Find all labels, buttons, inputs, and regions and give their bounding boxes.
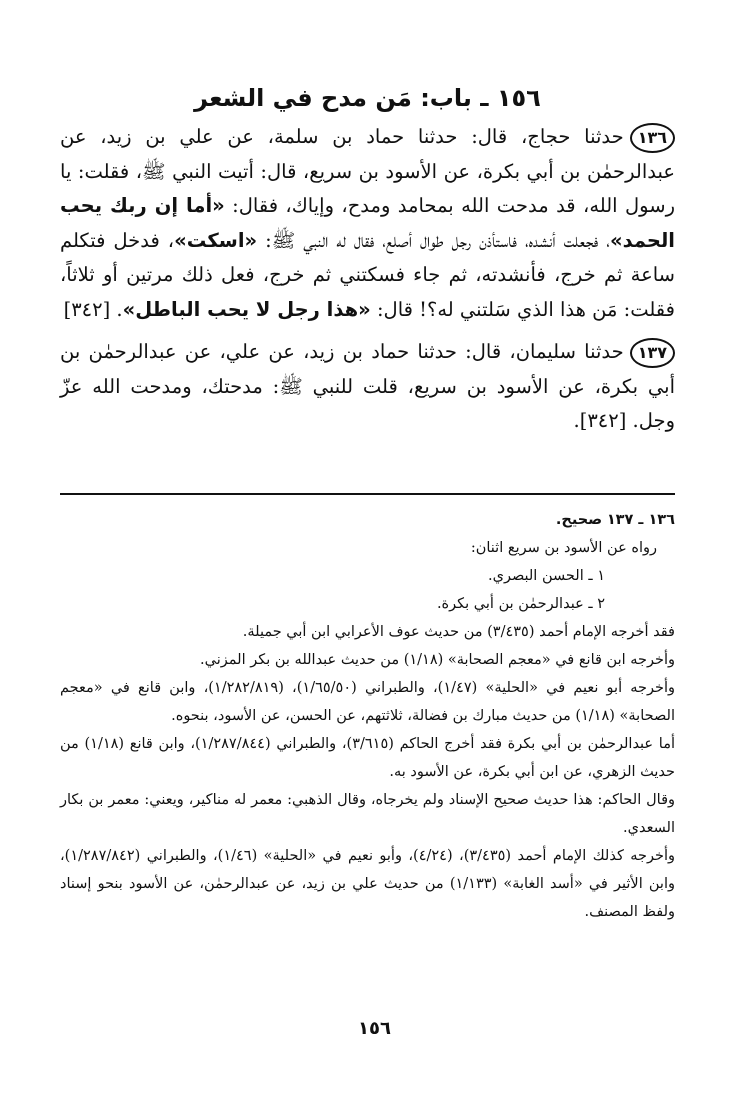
footnote-paragraph-5: وقال الحاكم: هذا حديث صحيح الإسناد ولم يخرجاه، وقال الذهبي: معمر له مناكير، ويعني: معمر بن بكار السعدي.	[60, 792, 675, 836]
chapter-title: ١٥٦ ـ باب: مَن مدح في الشعر	[194, 84, 541, 112]
footnote-paragraph-3: وأخرجه أبو نعيم في «الحلية» (١/٤٧)، والطبراني (١/٦٥/٥٠)، (١/٢٨٢/٨١٩)، وابن قانع في «معجم الصحابة» (١/١٨) من حديث مبارك بن فضالة، ثلاثتهم، عن الحسن، عن الأسود، بنحوه.	[60, 680, 676, 724]
page-body	[60, 78, 675, 439]
footnote-item-2: ٢ ـ عبدالرحمٰن بن أبي بكرة.	[436, 596, 605, 612]
footnote-intro: رواه عن الأسود بن سريع اثنان:	[470, 540, 657, 556]
hadith-137	[60, 335, 675, 439]
footnote-heading-number: ١٣٦ ـ ١٣٧	[606, 512, 675, 528]
hadith-136-quote-2: «اسكت»	[174, 228, 258, 252]
footnote-heading	[60, 506, 675, 534]
hadith-number-136: ١٣٦	[630, 123, 675, 153]
footnote-paragraph-4: أما عبدالرحمٰن بن أبي بكرة فقد أخرج الحاكم (٣/٦١٥)، والطبراني (١/٢٨٧/٨٤٤)، وابن قانع (١/١٨) من حديث الزهري، عن ابن أبي بكرة، عن الأسود به.	[60, 736, 675, 780]
footnote-divider	[60, 493, 675, 495]
hadith-136	[60, 120, 675, 327]
hadith-137-text: حدثنا سليمان، قال: حدثنا حماد بن زيد، عن علي، عن عبدالرحمٰن بن أبي بكرة، عن الأسود بن سريع، قلت للنبي ﷺ: مدحتك، ومدحت الله عزّ وجل. [٣٤٢].	[60, 340, 675, 432]
hadith-136-quote-1: «أما إن ربك يحب الحمد»	[60, 194, 675, 252]
hadith-136-text-3: ، فدخل فتكلم ساعة ثم خرج، فأنشدته، ثم جاء فسكتني ثم خرج، فعل ذلك مرتين أو ثلاثاً، فقلت: مَن هذا الذي سَلتني له؟! قال:	[60, 228, 675, 321]
footnote-paragraph-2: وأخرجه ابن قانع في «معجم الصحابة» (١/١٨) من حديث عبدالله بن بكر المزني.	[200, 652, 675, 668]
footnote-paragraph-6: وأخرجه كذلك الإمام أحمد (٣/٤٣٥)، (٤/٢٤)، وأبو نعيم في «الحلية» (١/٤٦)، والطبراني (١/٢٨٧/٨٤٢)، وابن الأثير في «أسد الغابة» (١/١٣٣) من حديث علي بن زيد، عن عبدالرحمٰن، عن الأسود بنحو إسناد ولفظ المصنف.	[60, 848, 675, 920]
hadith-136-text-4: . [٣٤٢]	[63, 297, 123, 321]
footnote-item-1: ١ ـ الحسن البصري.	[487, 568, 605, 584]
hadith-number-137: ١٣٧	[630, 338, 675, 368]
footnote-heading-grade: صحيح.	[555, 512, 603, 528]
footnotes	[60, 506, 675, 926]
footnote-paragraph-1: فقد أخرجه الإمام أحمد (٣/٤٣٥) من حديث عوف الأعرابي ابن أبي جميلة.	[242, 624, 675, 640]
hadith-136-text-1: حدثنا حجاج، قال: حدثنا حماد بن سلمة، عن علي بن زيد، عن عبدالرحمٰن بن أبي بكرة، عن الأسود بن سريع، قال: أتيت النبي ﷺ، فقلت: يا رسول الله، قد مدحت الله بمحامد ومدح، وإياك، فقال:	[60, 125, 676, 217]
hadith-136-text-2: ، فجعلت أنشده، فاستأذن رجل طوال أصلع، فقال له النبي ﷺ:	[265, 228, 610, 252]
page-number: ١٥٦	[358, 1018, 391, 1039]
hadith-136-quote-3: «هذا رجل لا يحب الباطل»	[122, 297, 371, 321]
